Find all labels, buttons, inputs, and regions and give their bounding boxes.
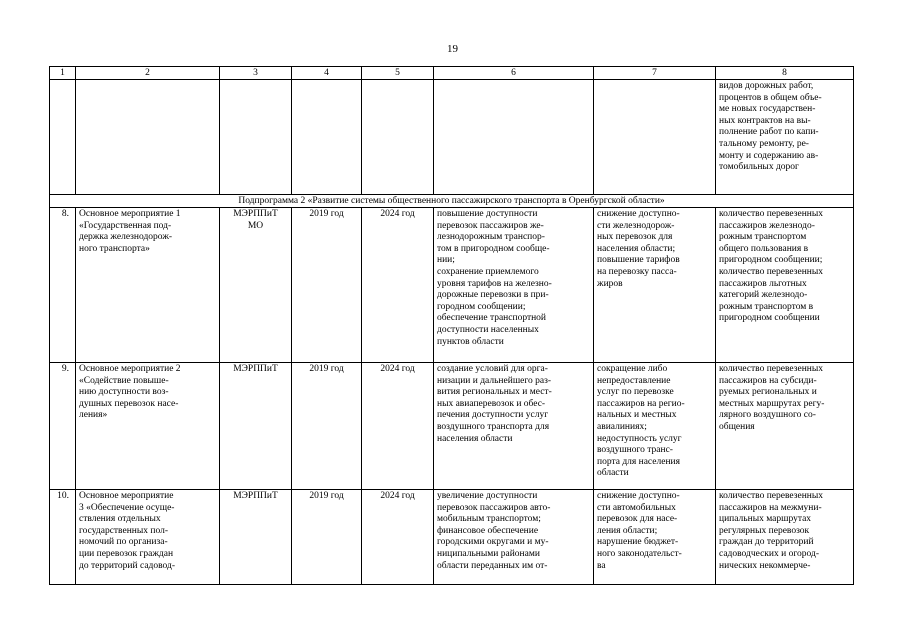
empty-cell <box>434 80 594 195</box>
empty-cell <box>362 80 434 195</box>
empty-cell <box>292 80 362 195</box>
column-header: 3 <box>220 67 292 80</box>
column-header: 7 <box>594 67 716 80</box>
executor: МЭРППиТ МО <box>220 208 292 363</box>
expected-result: создание условий для орга- низации и дальнейшего раз- вития региональных и мест- ных авиаперевозок и обес- печения доступности услуг воздушного транспорта для населения области <box>434 363 594 490</box>
column-header: 6 <box>434 67 594 80</box>
activity-name: Основное мероприятие 3 «Обеспечение осуще- ствления отдельных государственных пол- номочий по организа- ции перевозок граждан до территорий садовод- <box>76 490 220 585</box>
empty-cell <box>50 80 76 195</box>
non-implementation-consequences: снижение доступно- сти железнодорож- ных перевозок для населения области; повышение тарифов на перевозку пасса- жиров <box>594 208 716 363</box>
start-year: 2019 год <box>292 208 362 363</box>
activity-name: Основное мероприятие 2 «Содействие повыше- нию доступности воз- душных перевозок насе- ления» <box>76 363 220 490</box>
empty-cell <box>594 80 716 195</box>
expected-result: повышение доступности перевозок пассажиров же- лезнодорожным транспор- том в пригородном сообще- нии; сохранение приемлемого уровня тарифов на железно- дорожные перевозки в при- городном сообщении; обеспечение транспортной доступности населенных пунктов области <box>434 208 594 363</box>
indicators: количество перевезенных пассажиров на субсиди- руемых региональных и местных маршрутах регу- лярного воздушного со- общения <box>716 363 854 490</box>
column-header: 4 <box>292 67 362 80</box>
empty-cell <box>76 80 220 195</box>
indicator-continuation: видов дорожных работ, процентов в общем объе- ме новых государствен- ных контрактов на вы- полнение работ по капи- тальному ремонту, ре- монту и содержанию ав- томобильных дорог <box>716 80 854 195</box>
end-year: 2024 год <box>362 208 434 363</box>
empty-cell <box>220 80 292 195</box>
end-year: 2024 год <box>362 363 434 490</box>
program-activities-table <box>49 66 854 585</box>
row-number: 8. <box>50 208 76 363</box>
column-header: 2 <box>76 67 220 80</box>
column-number-row <box>50 67 854 80</box>
table-row <box>50 208 854 363</box>
table-row <box>50 490 854 585</box>
subprogram-title: Подпрограмма 2 «Развитие системы общественного пассажирского транспорта в Оренбургской области» <box>50 195 854 208</box>
column-header: 5 <box>362 67 434 80</box>
column-header: 1 <box>50 67 76 80</box>
executor: МЭРППиТ <box>220 490 292 585</box>
page-number: 19 <box>447 43 458 55</box>
continuation-row <box>50 80 854 195</box>
executor: МЭРППиТ <box>220 363 292 490</box>
subprogram-row <box>50 195 854 208</box>
table-row <box>50 363 854 490</box>
indicators: количество перевезенных пассажиров на межмуни- ципальных маршрутах регулярных перевозок граждан до территорий садоводческих и огород- нических некоммерче- <box>716 490 854 585</box>
indicators: количество перевезенных пассажиров железнодо- рожным транспортом общего пользования в пригородном сообщении; количество перевезенных пассажиров льготных категорий железнодо- рожным транспортом в пригородном сообщении <box>716 208 854 363</box>
row-number: 10. <box>50 490 76 585</box>
activity-name: Основное мероприятие 1 «Государственная под- держка железнодорож- ного транспорта» <box>76 208 220 363</box>
column-header: 8 <box>716 67 854 80</box>
start-year: 2019 год <box>292 490 362 585</box>
row-number: 9. <box>50 363 76 490</box>
expected-result: увеличение доступности перевозок пассажиров авто- мобильным транспортом; финансовое обеспечение городскими округами и му- ниципальными районами области переданных им от- <box>434 490 594 585</box>
non-implementation-consequences: снижение доступно- сти автомобильных перевозок для насе- ления области; нарушение бюджет- ного законодательст- ва <box>594 490 716 585</box>
start-year: 2019 год <box>292 363 362 490</box>
non-implementation-consequences: сокращение либо непредоставление услуг по перевозке пассажиров на регио- нальных и местных авиалиниях; недоступность услуг воздушного транс- порта для населения области <box>594 363 716 490</box>
end-year: 2024 год <box>362 490 434 585</box>
